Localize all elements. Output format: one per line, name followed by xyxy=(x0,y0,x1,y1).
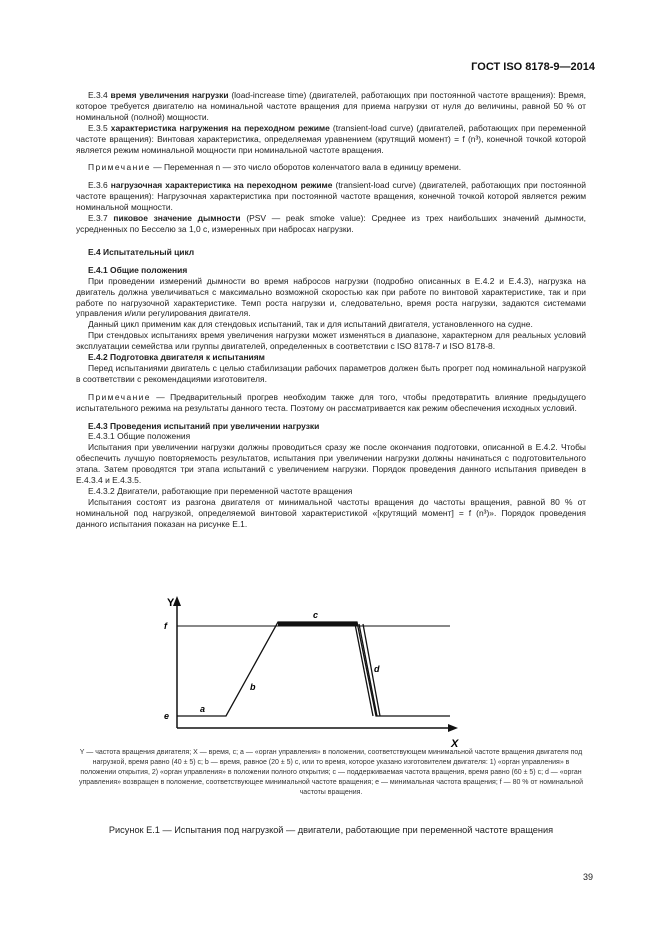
figure-title: Рисунок E.1 — Испытания под нагрузкой — двигатели, работающие при переменной частоте вращения xyxy=(108,825,554,835)
paragraph-e432-1: Испытания состоят из разгона двигателя от минимальной частоты вращения до частоты вращения, равной 80 % от номинальной под нагрузкой, определяемой винтовой характеристикой «[крутящий момент] = f (n³)». Порядок проведения данного испытания показан на рисунке E.1. xyxy=(76,496,586,529)
page-number: 39 xyxy=(582,872,593,882)
paragraph-e41-1: При проведении измерений дымности во время набросов нагрузки (подробно описанных в E.4.2 и E.4.3), нагрузка на двигатель должна увеличиваться с максимально возможной скоростью как при работе по винтовой характеристике, так и при работе по нагрузочной характеристике. Темп роста нагрузки и, следовательно, время роста нагрузки, задаются системами управления и/или регулирования двигателя. xyxy=(76,275,586,319)
definition-e37: E.3.7 пиковое значение дымности (PSV — peak smoke value): Среднее из трех наибольших значений дымности, усредненных по Бесселю за 1,0 с, измеренных при набросах нагрузки. xyxy=(76,213,587,234)
paragraph-e42-1: Перед испытаниями двигатель с целью стабилизации рабочих параметров должен быть прогрет под номинальной нагрузкой в соответствии с рекомендациями изготовителя. xyxy=(76,362,586,384)
section-e42-title: E.4.2 Подготовка двигателя к испытаниям xyxy=(88,352,265,363)
paragraph-e431-1: Испытания при увеличении нагрузки должны проводиться сразу же после окончания подготовки, описанной в E.4.2. Чтобы обеспечить лучшую повторяемость результатов, испытания при увеличении нагрузки должны начинаться с подготовительного этапа. Затем проводятся три этапа испытаний с увеличением нагрузки. Порядок проведения данного испытания приведен в E.4.3.4 и E.4.3.5. xyxy=(76,442,586,486)
figure-legend: Y — частота вращения двигателя; X — время, c; a — «орган управления» в положении, соответствующем минимальной частоте вращения двигателя под нагрузкой, время равно (40 ± 5) c; b — время, равное (20 ± 5) c, или то время, которое указано изготовителем двигателя: 1) «орган управления» в положении открытия, 2) «орган управления» в положении полного открытия; c — поддерживаемая частота вращения, время равно (60 ± 5) c; d — «орган управления» возвращен в положение, соответствующее минимальной частоте вращения; e — минимальная частота вращения; f — 80 % от номинальной частоты вращения. xyxy=(79,749,583,796)
paragraph-e41-2: Данный цикл применим как для стендовых испытаний, так и для испытаний двигателя, установленного на судне. xyxy=(88,319,533,330)
x-axis-label: X xyxy=(451,738,459,750)
section-e41-title: E.4.1 Общие положения xyxy=(88,264,188,275)
x-axis-arrow xyxy=(448,724,458,732)
level-f-label: f xyxy=(164,621,167,631)
segment-d-label: d xyxy=(374,664,380,674)
section-e431-title: E.4.3.1 Общие положения xyxy=(88,431,191,442)
note-2: Примечание — Предварительный прогрев необходим также для того, чтобы предотвратить влияние предыдущего испытательного режима на результаты данного теста. Поэтому он рассматривается как режим обеспечения исходных условий. xyxy=(76,391,586,413)
section-e4-title: E.4 Испытательный цикл xyxy=(88,246,195,257)
segment-d-line-1 xyxy=(355,624,373,716)
document-header: ГОСТ ISO 8178-9—2014 xyxy=(471,61,595,73)
y-axis-label: Y xyxy=(167,597,175,609)
note-1: Примечание — Переменная n — это число оборотов коленчатого вала в единицу времени. xyxy=(88,162,462,173)
definition-e35: E.3.5 характеристика нагружения на переходном режиме (transient-load curve) (двигателей, работающих при переменной частоте вращения): Винтовая характеристика, определяемая уравнением (крутящий момент) = f (n³), конечной точкой которой является режим номинальной мощности при номинальной частоте вращения. xyxy=(76,122,586,155)
section-e432-title: E.4.3.2 Двигатели, работающие при переменной частоте вращения xyxy=(88,486,353,496)
segment-b-label: b xyxy=(250,682,256,692)
body-text xyxy=(76,90,586,530)
level-e-label: e xyxy=(164,711,170,721)
segment-a-label: a xyxy=(200,704,206,714)
definition-e34: E.3.4 время увеличения нагрузки (load-increase time) (двигателей, работающих при постоянной частоте вращения): Время, которое требуется двигателю на номинальной частоте вращения для приема нагрузки от нуля до величины, равной 50 % от номинальной (полной) мощности. xyxy=(76,90,586,122)
section-e43-title: E.4.3 Проведения испытаний при увеличении нагрузки xyxy=(88,420,320,431)
definition-e36: E.3.6 нагрузочная характеристика на переходном режиме (transient-load curve) (двигателей, работающих при постоянной частоте вращения): Нагрузочная характеристика при постоянной частоте вращения, конечной точкой которой является режим номинальной мощности. xyxy=(76,180,586,213)
test-profile-line xyxy=(177,622,450,716)
figure-e1-diagram xyxy=(160,590,470,750)
segment-c-label: c xyxy=(313,610,319,620)
paragraph-e41-3: При стендовых испытаниях время увеличения нагрузки может изменяться в диапазоне, характерном для реальных условий эксплуатации семейства или группы двигателей, определенных в соответствии с ISO 8178-7 и ISO 8178-8. xyxy=(76,330,586,352)
